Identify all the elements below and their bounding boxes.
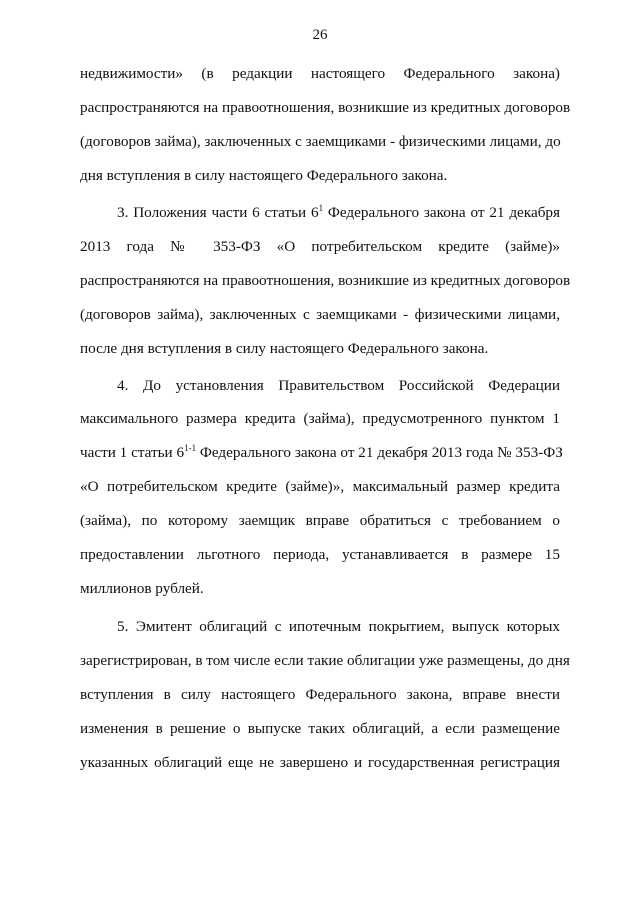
text-line: дня вступления в силу настоящего Федерального закона. (80, 167, 448, 184)
text-line: (договоров займа), заключенных с заемщиками - физическими лицами, до (80, 133, 561, 150)
superscript: 1 (318, 202, 324, 213)
text-line: зарегистрирован, в том числе если такие облигации уже размещены, до дня (80, 652, 570, 669)
text-line: 5. Эмитент облигаций с ипотечным покрытием, выпуск которых (117, 618, 560, 635)
text-line: вступления в силу настоящего Федерального закона, вправе внести (80, 686, 560, 703)
text-line: распространяются на правоотношения, возникшие из кредитных договоров (80, 272, 571, 289)
text-segment: Федерального закона от 21 декабря 2013 года № 353-ФЗ (196, 444, 563, 461)
text-line: предоставлении льготного периода, устанавливается в размере 15 (80, 546, 560, 563)
text-line (117, 203, 560, 223)
text-line: «О потребительском кредите (займе)», максимальный размер кредита (80, 478, 560, 495)
text-line: 4. До установления Правительством Российской Федерации (117, 377, 560, 394)
superscript: 1-1 (184, 442, 197, 453)
text-line: миллионов рублей. (80, 580, 204, 597)
text-line: после дня вступления в силу настоящего Федерального закона. (80, 340, 489, 357)
text-line: (займа), по которому заемщик вправе обратиться с требованием о (80, 512, 560, 529)
page-number: 26 (312, 27, 328, 43)
text-line: недвижимости» (в редакции настоящего Федерального закона) (80, 65, 560, 82)
text-line: распространяются на правоотношения, возникшие из кредитных договоров (80, 99, 571, 116)
text-segment: части 1 статьи 6 (80, 444, 185, 461)
text-line: максимального размера кредита (займа), предусмотренного пунктом 1 (80, 410, 560, 427)
text-line: указанных облигаций еще не завершено и государственная регистрация (80, 754, 560, 771)
text-line (80, 442, 563, 463)
text-segment: Федерального закона от 21 декабря (323, 204, 560, 221)
text-segment: 3. Положения части 6 статьи 6 (117, 204, 319, 221)
text-line: изменения в решение о выпуске таких облигаций, а если размещение (80, 720, 560, 737)
text-line: 2013 года № 353-ФЗ «О потребительском кредите (займе)» (80, 238, 560, 255)
text-line: (договоров займа), заключенных с заемщиками - физическими лицами, (80, 306, 560, 323)
